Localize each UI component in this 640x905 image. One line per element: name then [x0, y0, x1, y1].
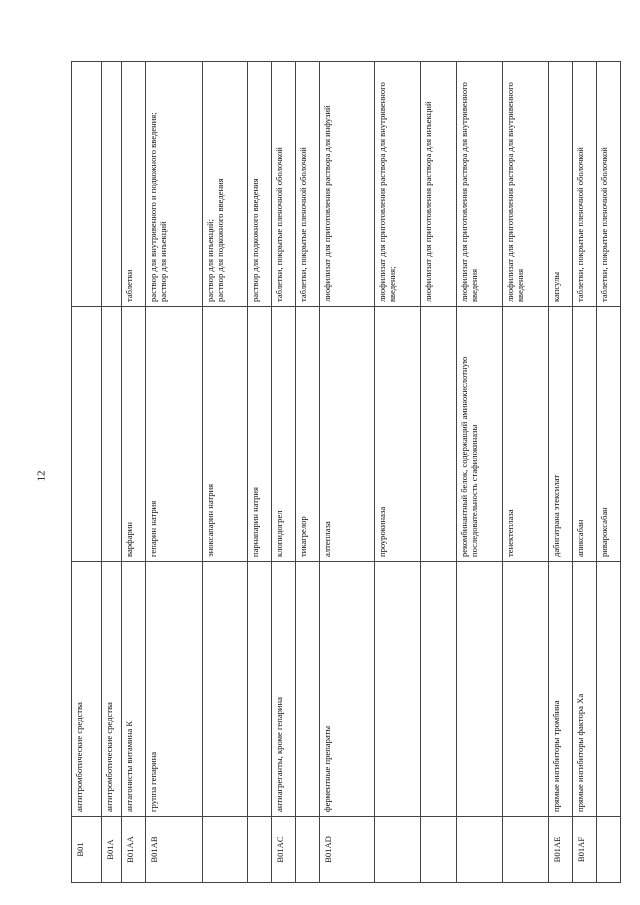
atc-code-cell: B01AF [573, 817, 597, 883]
table-row [503, 62, 549, 883]
atc-code-cell: B01A [102, 817, 122, 883]
pharmacological-group-cell: ферментные препараты [320, 562, 375, 817]
drug-name-cell [421, 307, 457, 562]
dosage-form-cell [72, 62, 102, 307]
atc-code-cell [457, 817, 503, 883]
drug-name-cell: тикагрелор [296, 307, 320, 562]
pharmacological-group-cell [421, 562, 457, 817]
atc-code-cell [421, 817, 457, 883]
drug-name-cell: проурокиназа [375, 307, 421, 562]
pharmacological-group-cell: антиагреганты, кроме гепарина [272, 562, 296, 817]
table-row [272, 62, 296, 883]
atc-code-cell [375, 817, 421, 883]
drug-name-cell: эноксапарин натрия [203, 307, 248, 562]
table-row [296, 62, 320, 883]
dosage-form-cell: раствор для внутривенного и подкожного введения; раствор для инъекций [146, 62, 203, 307]
atc-code-cell [597, 817, 621, 883]
dosage-form-cell: капсулы [549, 62, 573, 307]
pharmacological-group-cell: прямые ингибиторы фактора Xa [573, 562, 597, 817]
table-row [248, 62, 272, 883]
table-row [320, 62, 375, 883]
dosage-form-cell: лиофилизат для приготовления раствора для инфузий [320, 62, 375, 307]
atc-code-cell: B01 [72, 817, 102, 883]
dosage-form-cell: лиофилизат для приготовления раствора для внутривенного введения [457, 62, 503, 307]
dosage-form-cell [102, 62, 122, 307]
drug-name-cell [72, 307, 102, 562]
table-row [146, 62, 203, 883]
dosage-form-cell: раствор для инъекций; раствор для подкожного введения [203, 62, 248, 307]
atc-code-cell: B01AC [272, 817, 296, 883]
pharmacological-group-cell: антитромботические средства [102, 562, 122, 817]
table-row [457, 62, 503, 883]
pharmacological-group-cell [248, 562, 272, 817]
atc-code-cell [503, 817, 549, 883]
drug-name-cell: рекомбинантный белок, содержащий аминокислотную последовательность стафилокиназы [457, 307, 503, 562]
pharmacological-group-cell: группа гепарина [146, 562, 203, 817]
drug-name-cell [102, 307, 122, 562]
dosage-form-cell: таблетки, покрытые пленочной оболочкой [272, 62, 296, 307]
atc-code-cell: B01AD [320, 817, 375, 883]
dosage-form-cell: раствор для подкожного введения [248, 62, 272, 307]
pharmacological-group-cell [203, 562, 248, 817]
table-row [122, 62, 146, 883]
drug-name-cell: ривароксабан [597, 307, 621, 562]
atc-code-cell [296, 817, 320, 883]
table-row [597, 62, 621, 883]
drug-name-cell: апиксабан [573, 307, 597, 562]
table-row [72, 62, 102, 883]
atc-code-cell [248, 817, 272, 883]
table-row [421, 62, 457, 883]
pharmacological-group-cell [296, 562, 320, 817]
drug-name-cell: парнапарин натрия [248, 307, 272, 562]
dosage-form-cell: таблетки, покрытые пленочной оболочкой [573, 62, 597, 307]
dosage-form-cell: таблетки, покрытые пленочной оболочкой [597, 62, 621, 307]
atc-code-cell: B01AE [549, 817, 573, 883]
dosage-form-cell: лиофилизат для приготовления раствора для внутривенного введения [503, 62, 549, 307]
drug-name-cell: дабигатрана этексилат [549, 307, 573, 562]
drug-name-cell: тенектеплаза [503, 307, 549, 562]
table-row [102, 62, 122, 883]
pharmacological-group-cell: прямые ингибиторы тромбина [549, 562, 573, 817]
atc-code-cell [203, 817, 248, 883]
document-page [71, 62, 609, 883]
pharmacological-group-cell [597, 562, 621, 817]
atc-code-cell: B01AA [122, 817, 146, 883]
dosage-form-cell: лиофилизат для приготовления раствора для инъекций [421, 62, 457, 307]
drug-name-cell: клопидогрел [272, 307, 296, 562]
dosage-form-cell: лиофилизат для приготовления раствора для внутривенного введения; [375, 62, 421, 307]
drug-classification-table [71, 61, 621, 883]
pharmacological-group-cell: антагонисты витамина К [122, 562, 146, 817]
drug-name-cell: гепарин натрия [146, 307, 203, 562]
pharmacological-group-cell: антитромботические средства [72, 562, 102, 817]
page-number: 12 [35, 470, 48, 482]
dosage-form-cell: таблетки [122, 62, 146, 307]
dosage-form-cell: таблетки, покрытые пленочной оболочкой [296, 62, 320, 307]
drug-name-cell: алтеплаза [320, 307, 375, 562]
table-row [375, 62, 421, 883]
table-row [203, 62, 248, 883]
atc-code-cell: B01AB [146, 817, 203, 883]
table-row [573, 62, 597, 883]
drug-name-cell: варфарин [122, 307, 146, 562]
pharmacological-group-cell [503, 562, 549, 817]
table-row [549, 62, 573, 883]
pharmacological-group-cell [457, 562, 503, 817]
pharmacological-group-cell [375, 562, 421, 817]
